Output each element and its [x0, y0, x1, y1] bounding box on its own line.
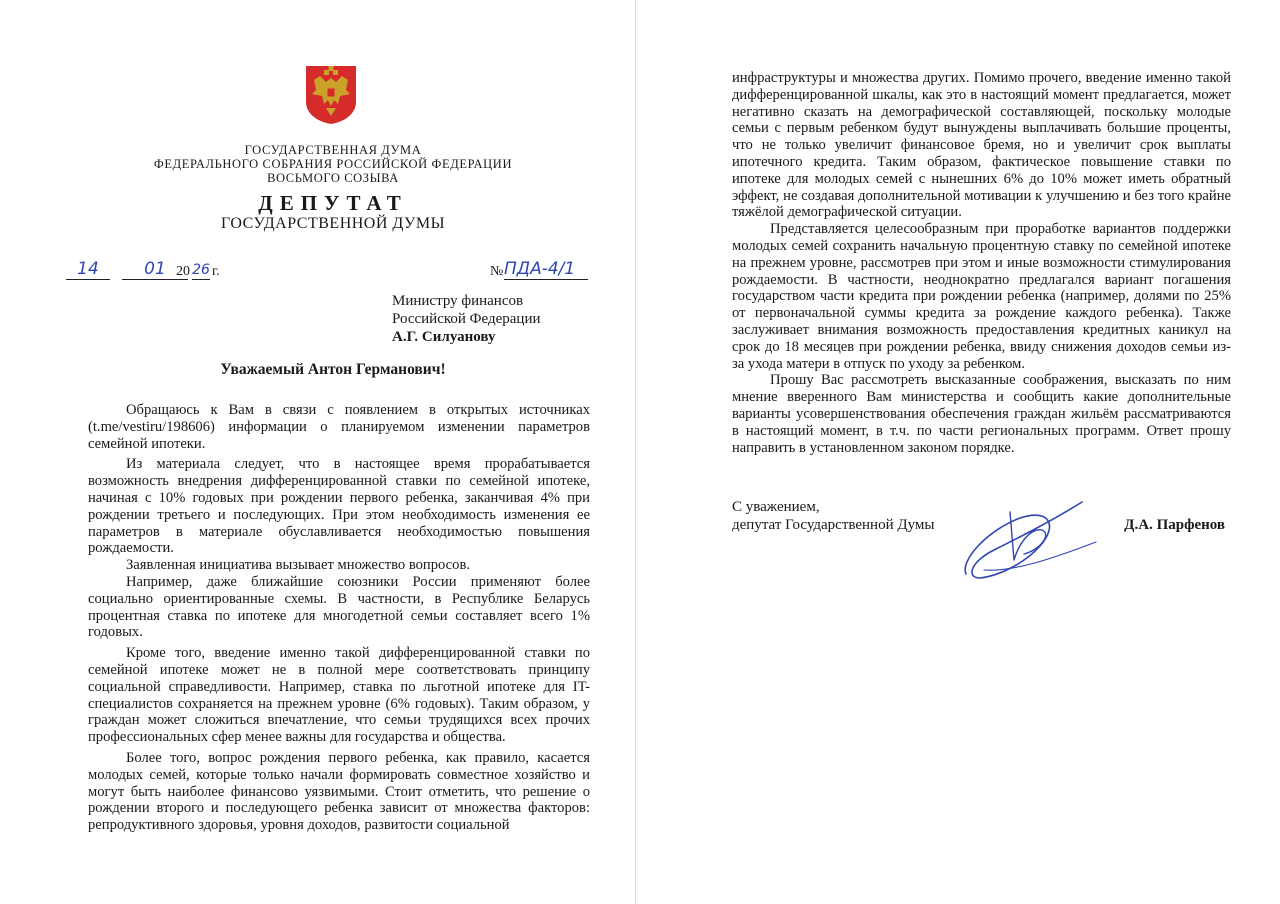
deputy-title: ДЕПУТАТ	[258, 191, 408, 215]
addressee-name: А.Г. Силуанову	[392, 329, 496, 345]
paragraph: инфраструктуры и множества других. Помимо прочего, введение именно такой дифференцированной шкалы, как это в настоящий момент предлагается, может негативно сказать на демографической составляющей, поскольку молодые семьи с первым ребенком будут вынуждены выплачивать большие проценты, что не только увеличит финансовое бремя, но и увеличит срок выплаты ипотечного кредита. Таким образом, фактическое повышение ставки по ипотеке для молодых семей с нынешних 6% до 10% может иметь обратный эффект, не создавая дополнительной мотивации к улучшению и без того крайне тяжёлой демографической ситуации.	[732, 70, 1231, 221]
addressee-line-2: Российской Федерации	[392, 311, 541, 327]
date-year-suffix: 26	[192, 262, 210, 278]
paragraph: Из материала следует, что в настоящее время прорабатывается возможность внедрения дифференцированной ставки по семейной ипотеке, начиная с 10% годовых при рождении первого ребенка, заканчивая 4% при рождении третьего и последующих. При этом необходимость изменения ее параметров в материале обуславливается необходимостью повышения рождаемости.	[88, 456, 590, 557]
date-year-field	[192, 262, 210, 280]
paragraph: Обращаюсь к Вам в связи с появлением в открытых источниках (t.me/vestiru/198606) информации о планируемом изменении параметров семейной ипотеки.	[88, 402, 590, 452]
addressee-line-1: Министру финансов	[392, 293, 524, 309]
paragraph: Прошу Вас рассмотреть высказанные соображения, высказать по ним мнение вверенного Вам министерства и сообщить какие дополнительные варианты усовершенствования обеспечения граждан жильём рассматриваются в настоящий момент, в т.ч. по части региональных программ. Ответ прошу направить в установленном законом порядке.	[732, 372, 1231, 456]
paragraph: Кроме того, введение именно такой дифференцированной ставки по семейной ипотеке может не в полной мере соответствовать принципу социальной справедливости. Например, ставка по льготной ипотеке для IT-специалистов сохраняется на прежнем уровне (6% годовых). Таким образом, у граждан может сложиться впечатление, что семьи трудящихся всех прочих профессиональных сфер менее важны для государства и общества.	[88, 645, 590, 746]
date-number-row	[66, 258, 596, 284]
signature-icon	[958, 488, 1108, 588]
date-month: 01	[144, 259, 166, 279]
date-suffix: г.	[212, 264, 220, 279]
org-name-line-2: ФЕДЕРАЛЬНОГО СОБРАНИЯ РОССИЙСКОЙ ФЕДЕРАЦИИ	[153, 157, 513, 171]
signer-name: Д.А. Парфенов	[1124, 517, 1225, 533]
org-name-line-3: ВОСЬМОГО СОЗЫВА	[267, 171, 399, 185]
addressee-block	[392, 292, 541, 346]
letter-page-2	[638, 0, 1280, 904]
date-year-prefix: 20	[176, 264, 190, 279]
org-name-line-1: ГОСУДАРСТВЕННАЯ ДУМА	[244, 143, 422, 157]
closing-regards: С уважением,	[732, 499, 820, 515]
coat-of-arms-icon	[302, 62, 360, 126]
letter-page-1	[0, 0, 636, 904]
paragraph: Заявленная инициатива вызывает множество вопросов.	[126, 557, 470, 574]
date-day: 14	[77, 259, 99, 279]
doc-number: ПДА-4/1	[504, 259, 576, 279]
letter-body-page-1	[88, 398, 590, 834]
paragraph: Представляется целесообразным при проработке вариантов поддержки молодых семей сохранить начальную процентную ставку по семейной ипотеке на прежнем уровне, рассмотрев при этом и иные возможности стимулирования рождаемости. В частности, неоднократно предлагался вариант погашения государством части кредита при рождении ребенка (например, долями по 25% от первоначальной суммы кредита за рождение каждого ребенка). Также заслуживает внимания возможность предоставления кредитных каникул на срок до 18 месяцев при рождении ребенка, ввиду снижения доходов семьи из-за ухода матери в отпуск по уходу за ребенком.	[732, 221, 1231, 372]
paragraph: Например, даже ближайшие союзники России применяют более социально ориентированные схемы. В частности, в Республике Беларусь процентная ставка по ипотеке для многодетной семьи составляет всего 1% годовых.	[88, 573, 590, 641]
paragraph: Более того, вопрос рождения первого ребенка, как правило, касается молодых семей, которые только начали формировать совместное хозяйство и могут быть наиболее финансово уязвимыми. Стоит отметить, что решение о рождении второго и последующего ребенка зависит от множества факторов: репродуктивного здоровья, уровня доходов, развитости социальной	[88, 749, 590, 834]
number-prefix: №	[490, 264, 504, 279]
date-day-field	[66, 259, 110, 280]
number-field	[504, 259, 588, 280]
signer-position: депутат Государственной Думы	[732, 517, 935, 533]
deputy-subtitle: ГОСУДАРСТВЕННОЙ ДУМЫ	[220, 215, 446, 232]
greeting: Уважаемый Антон Германович!	[220, 361, 446, 378]
letter-body-page-2	[732, 70, 1231, 456]
